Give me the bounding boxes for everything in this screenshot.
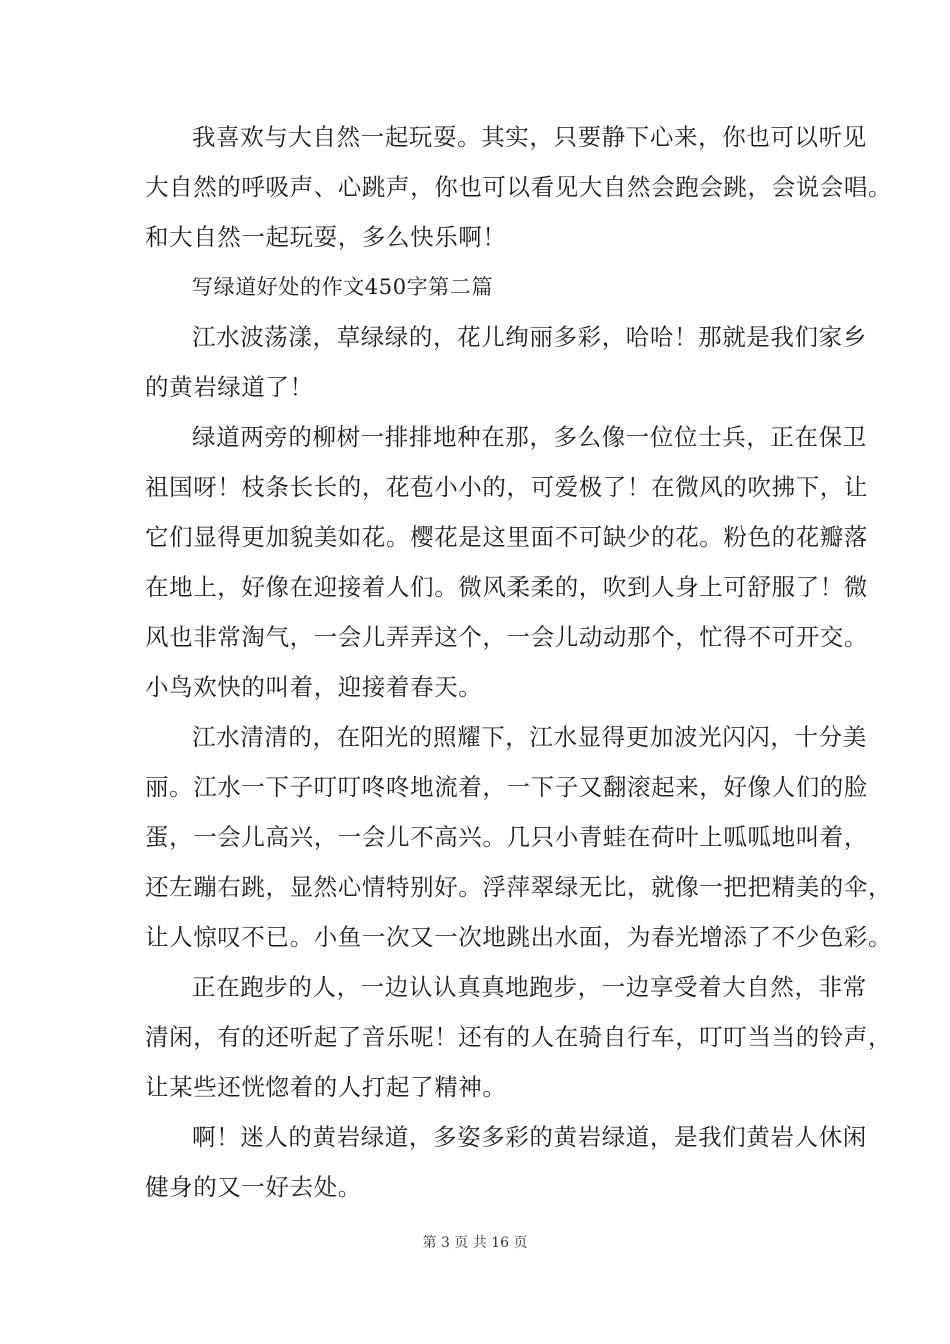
paragraph-line: 清闲，有的还听起了音乐呢！还有的人在骑自行车，叮叮当当的铃声， xyxy=(145,1023,893,1051)
paragraph-line: 我喜欢与大自然一起玩耍。其实，只要静下心来，你也可以听见 xyxy=(192,123,867,151)
paragraph-line: 绿道两旁的柳树一排排地种在那，多么像一位位士兵，正在保卫 xyxy=(192,423,867,451)
paragraph-line: 让人惊叹不已。小鱼一次又一次地跳出水面，为春光增添了不少色彩。 xyxy=(145,923,893,951)
paragraph-line: 和大自然一起玩耍，多么快乐啊！ xyxy=(145,223,507,251)
paragraph-line: 丽。江水一下子叮叮咚咚地流着，一下子又翻滚起来，好像人们的脸 xyxy=(145,773,868,801)
paragraph-line: 小鸟欢快的叫着，迎接着春天。 xyxy=(145,673,483,701)
paragraph-line: 风也非常淘气，一会儿弄弄这个，一会儿动动那个，忙得不可开交。 xyxy=(145,623,868,651)
paragraph-line: 啊！迷人的黄岩绿道，多姿多彩的黄岩绿道，是我们黄岩人休闲 xyxy=(192,1123,867,1151)
paragraph-line: 蛋，一会儿高兴，一会儿不高兴。几只小青蛙在荷叶上呱呱地叫着， xyxy=(145,823,868,851)
section-heading: 写绿道好处的作文450字第二篇 xyxy=(192,275,494,299)
document-body xyxy=(145,112,893,1212)
page-number-footer: 第 3 页 共 16 页 xyxy=(422,1235,528,1251)
paragraph-line: 让某些还恍惚着的人打起了精神。 xyxy=(145,1073,507,1101)
paragraph-line: 江水波荡漾，草绿绿的，花儿绚丽多彩，哈哈！那就是我们家乡 xyxy=(192,323,867,351)
paragraph-line: 大自然的呼吸声、心跳声，你也可以看见大自然会跑会跳，会说会唱。 xyxy=(145,173,893,201)
paragraph-line: 还左蹦右跳，显然心情特别好。浮萍翠绿无比，就像一把把精美的伞， xyxy=(145,873,893,901)
paragraph-line: 它们显得更加貌美如花。樱花是这里面不可缺少的花。粉色的花瓣落 xyxy=(145,523,868,551)
paragraph-line: 江水清清的，在阳光的照耀下，江水显得更加波光闪闪，十分美 xyxy=(192,723,867,751)
paragraph-line: 健身的又一好去处。 xyxy=(145,1173,362,1201)
paragraph-line: 在地上，好像在迎接着人们。微风柔柔的，吹到人身上可舒服了！微 xyxy=(145,573,868,601)
paragraph-line: 正在跑步的人，一边认认真真地跑步，一边享受着大自然，非常 xyxy=(192,973,867,1001)
paragraph-line: 祖国呀！枝条长长的，花苞小小的，可爱极了！在微风的吹拂下，让 xyxy=(145,473,868,501)
paragraph-line: 的黄岩绿道了！ xyxy=(145,373,314,401)
